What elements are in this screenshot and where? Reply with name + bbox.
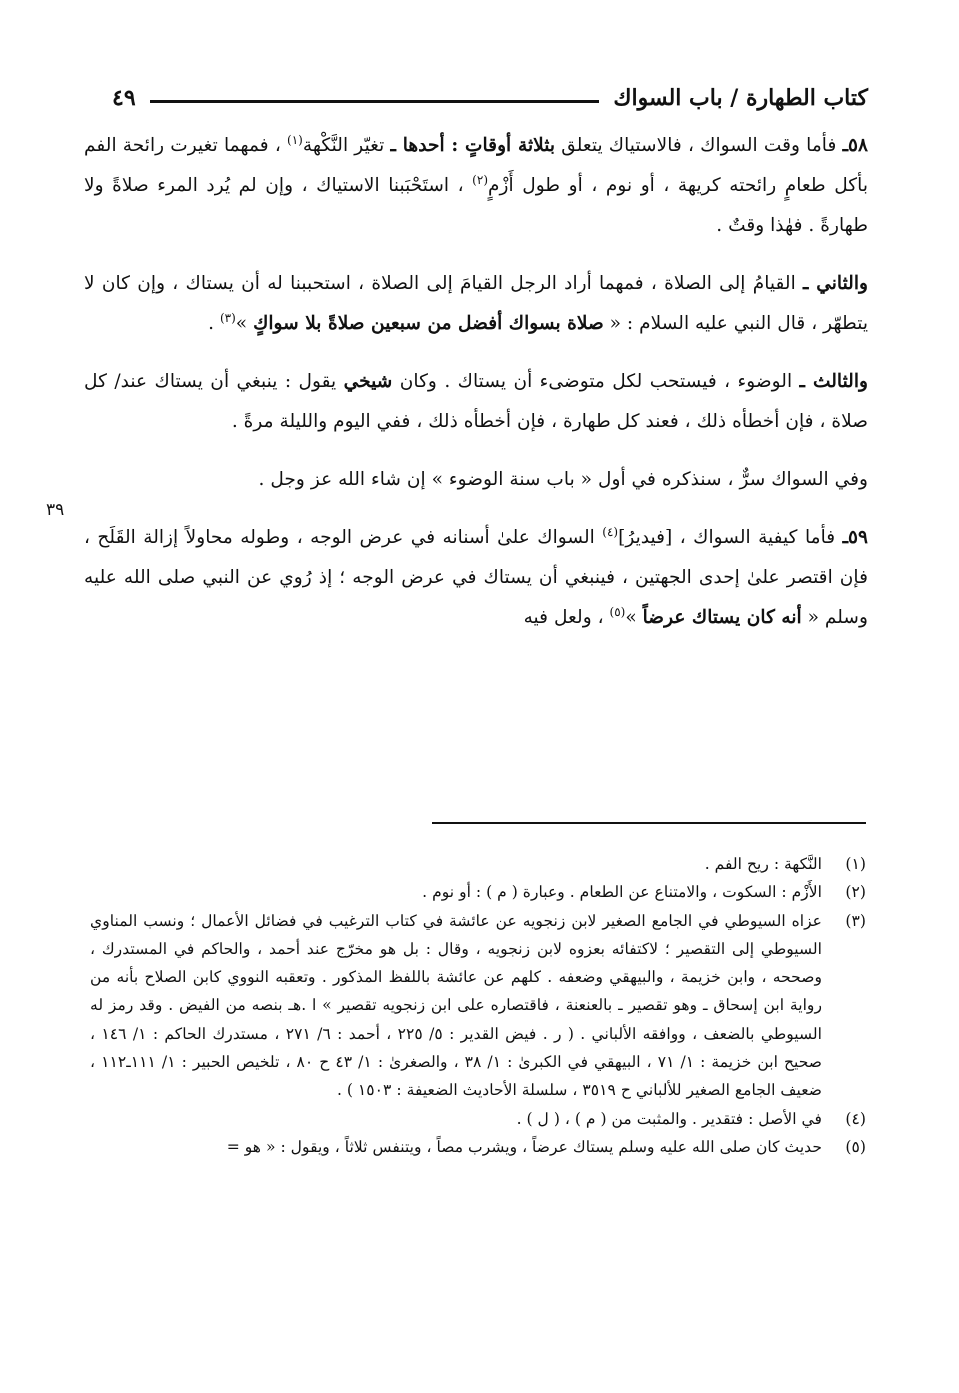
- text-run: »: [625, 607, 643, 628]
- main-text: [84, 126, 868, 638]
- paragraph-second-time: [84, 264, 868, 344]
- text-run: تغيّر النَّكْهة: [302, 135, 391, 156]
- footnote-number: (٣): [845, 911, 866, 930]
- footnote-text: عزاه السيوطي في الجامع الصغير لابن زنجويه عن عائشة في كتاب الترغيب في فضائل الأعمال ؛ ونسب المناوي السيوطي إلى التقصير ؛ لاكتفائه بعزوه لابن زنجويه ، وقال : بل هو مخرّج عند أحمد ، والحاكم في المستدرك ، وصححه ، وابن خزيمة ، والبيهقي وضعفه . كلهم عن عائشة باللفظ المذكور . وتعقبه النووي كابن الصلاح بأنه من رواية ابن إسحاق ـ وهو تقصير ـ بالعنعنة ، فاقتصاره على ابن زنجويه تقصير » ا .هـ بنصه من الفيض . وقد رمز له السيوطي بالضعف ، ووافقه الألباني . ( ر . فيض القدير : ٥/ ٢٢٥ ، أحمد : ٦/ ٢٧١ ، مستدرك الحاكم : ١/ ١٤٦ ، صحيح ابن خزيمة : ١/ ٧١ ، البيهقي في الكبرىٰ : ١/ ٣٨ ، والصغرىٰ : ١/ ٤٣ ح ٨٠ ، تلخيص الحبير : ١/ ١١١ـ١١٢ ، ضعيف الجامع الصغير للألباني ح ٣٥١٩ ، سلسلة الأحاديث الضعيفة : ١٥٠٣ ) .: [90, 911, 823, 1100]
- header-rule: [150, 100, 600, 103]
- text-run: وفي السواك سرٌّ ، سنذكره في أول « باب سنة الوضوء » إن شاء الله عز وجل .: [258, 469, 868, 490]
- footnote-item: [90, 1133, 866, 1161]
- manuscript-folio-number: ٣٩: [46, 500, 65, 520]
- footnote-item: [90, 878, 866, 906]
- footnote-ref[interactable]: (٣): [219, 310, 236, 325]
- footnote-ref[interactable]: (٤): [602, 524, 619, 539]
- footnote-text: في الأصل : فتقدير . والمثبت من ( م ) ، ( ل ) .: [516, 1109, 822, 1128]
- footnote-number: (٤): [845, 1109, 866, 1128]
- text-run: القيامُ إلى الصلاة ، فمهما أراد الرجل القيامَ إلى الصلاة ، استحببنا له أن يستاك ، وإن كان لا يتطهّر ، قال النبي عليه السلام : «: [84, 273, 868, 334]
- text-run: .: [208, 313, 220, 334]
- section-number: ٥٨ـ: [842, 135, 868, 156]
- text-run: السواك علىٰ أسنانه في عرض الوجه ، وطوله محاولاً إزالة القَلَح ، فإن اقتصر علىٰ إحدى الجهتين ، فينبغي أن يستاك في عرض الوجه ؛ إذ رُوي عن النبي صلى الله عليه وسلم «: [84, 527, 868, 628]
- paragraph-gap: [84, 442, 868, 460]
- footnote-item: [90, 907, 866, 1105]
- paragraph-secret: [84, 460, 868, 500]
- footnote-item: [90, 850, 866, 878]
- page-number: ٤٩: [112, 85, 136, 111]
- chapter-title: كتاب الطهارة / باب السواك: [613, 85, 868, 111]
- paragraph-gap: [84, 246, 868, 264]
- text-run: فأما وقت السواك ، فالاستياك يتعلق: [555, 135, 843, 156]
- text-run: الوضوء ، فيستحب لكل متوضىء أن يستاك . وكان: [392, 371, 800, 392]
- text-run: »: [235, 313, 254, 334]
- lead-term: والثاني ـ: [802, 273, 868, 294]
- footnote-number: (٢): [845, 883, 866, 902]
- paragraph-gap: [84, 500, 868, 518]
- footnote-ref[interactable]: (٥): [609, 604, 626, 619]
- section-number: ٥٩ـ: [842, 527, 868, 548]
- text-run: يقول : ينبغي أن يستاك عند/ كل صلاة ، فإن أخطأه ذلك ، فعند كل طهارة ، فإن أخطأه ذلك ، ففي اليوم والليلة مرةً .: [84, 371, 868, 432]
- paragraph-gap: [84, 344, 868, 362]
- text-run: ، ولعل فيه: [523, 607, 610, 628]
- footnote-number: (٥): [845, 1137, 866, 1156]
- paragraph-third-time: [84, 362, 868, 442]
- lead-term: والثالث ـ: [799, 371, 868, 392]
- footnote-ref[interactable]: (١): [287, 132, 303, 147]
- footnote-text: الأَزْم : السكوت ، والامتناع عن الطعام . وعبارة ( م ) : أو نوم .: [422, 883, 822, 902]
- footnote-item: [90, 1105, 866, 1133]
- hadith-quote: أنه كان يستاك عرضاً: [642, 607, 802, 628]
- bold-run: شيخي: [343, 371, 393, 392]
- footnote-text: حديث كان صلى الله عليه وسلم يستاك عرضاً ، ويشرب مصاً ، ويتنفس ثلاثاً ، ويقول : « هو =: [226, 1137, 822, 1156]
- paragraph-58: [84, 126, 868, 246]
- paragraph-59: [84, 518, 868, 638]
- text-run: ، فمهما تغيرت رائحة الفم بأكل طعامٍ رائحته كريهة ، أو نوم ، أو طول أَزْمٍ: [84, 135, 868, 196]
- footnote-ref[interactable]: (٢): [472, 172, 488, 187]
- footnotes: [90, 850, 866, 1161]
- text-run: فأما كيفية السواك ، [فيديرُ]: [618, 527, 843, 548]
- footnote-text: النَّكهة : ريح الفم .: [704, 855, 822, 873]
- footnote-separator: [432, 822, 866, 824]
- text-run: ، استَحْبَبنا الاستياك ، وإن لم يُرد المرء صلاةً ولا طهارةً . فهٰذا وقتٌ .: [84, 175, 868, 236]
- footnote-number: (١): [845, 855, 866, 873]
- bold-run: بثلاثة أوقاتٍ : أحدها ـ: [390, 135, 555, 156]
- running-header: [112, 80, 868, 116]
- hadith-quote: صلاة بسواك أفضل من سبعين صلاةً بلا سواكٍ: [253, 313, 604, 334]
